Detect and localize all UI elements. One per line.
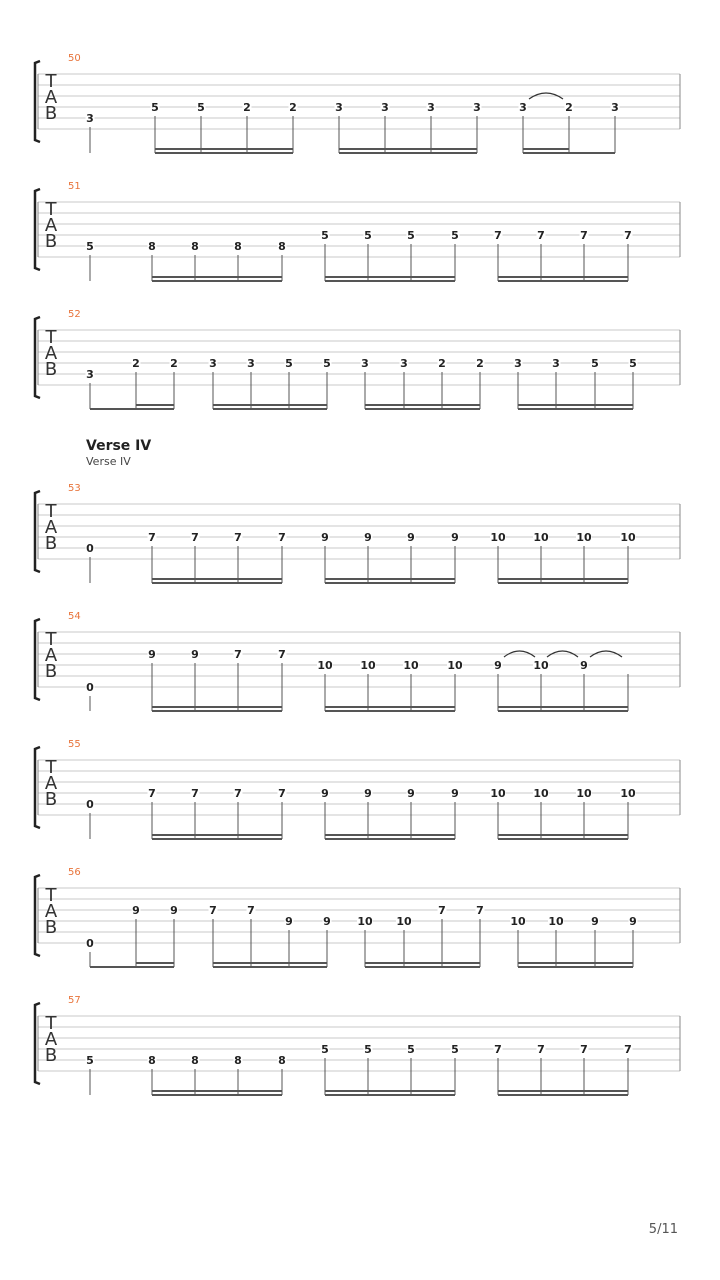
fret-number: 9 — [170, 904, 178, 917]
fret-number: 7 — [494, 1043, 502, 1056]
fret-number: 2 — [289, 101, 297, 114]
fret-number: 5 — [151, 101, 159, 114]
fret-number: 8 — [191, 240, 199, 253]
fret-number: 7 — [494, 229, 502, 242]
tab-clef-letter: B — [44, 789, 58, 810]
fret-number: 3 — [361, 357, 369, 370]
fret-number: 9 — [407, 787, 415, 800]
fret-number: 10 — [620, 787, 636, 800]
fret-number: 5 — [285, 357, 293, 370]
fret-number: 7 — [624, 1043, 632, 1056]
fret-number: 10 — [490, 531, 506, 544]
fret-number: 3 — [86, 112, 94, 125]
fret-number: 9 — [364, 787, 372, 800]
fret-number: 0 — [86, 681, 94, 694]
fret-number: 10 — [620, 531, 636, 544]
fret-number: 9 — [494, 659, 502, 672]
fret-number: 9 — [364, 531, 372, 544]
tab-clef-letter: T — [45, 885, 57, 906]
fret-number: 9 — [451, 787, 459, 800]
fret-number: 5 — [197, 101, 205, 114]
fret-number: 3 — [519, 101, 527, 114]
fret-number: 10 — [403, 659, 419, 672]
tab-clef-letter: B — [44, 1045, 58, 1066]
fret-number: 3 — [427, 101, 435, 114]
fret-number: 7 — [148, 787, 156, 800]
tab-clef-letter: B — [44, 359, 58, 380]
fret-number: 5 — [451, 229, 459, 242]
fret-number: 3 — [552, 357, 560, 370]
fret-number: 10 — [533, 659, 549, 672]
tab-clef-letter: A — [44, 517, 58, 538]
fret-number: 5 — [86, 1054, 94, 1067]
tab-clef-letter: A — [44, 215, 58, 236]
fret-number: 9 — [451, 531, 459, 544]
fret-number: 7 — [278, 531, 286, 544]
fret-number: 7 — [234, 648, 242, 661]
tab-clef-letter: B — [44, 533, 58, 554]
tab-clef-letter: A — [44, 645, 58, 666]
fret-number: 3 — [335, 101, 343, 114]
fret-number: 2 — [438, 357, 446, 370]
fret-number: 5 — [629, 357, 637, 370]
tab-clef-letter: T — [45, 71, 57, 92]
fret-number: 0 — [86, 798, 94, 811]
fret-number: 5 — [364, 1043, 372, 1056]
fret-number: 10 — [490, 787, 506, 800]
fret-number: 10 — [533, 787, 549, 800]
fret-number: 9 — [132, 904, 140, 917]
page-number: 5/11 — [648, 1222, 678, 1237]
tab-clef-letter: A — [44, 901, 58, 922]
measure-number: 53 — [68, 483, 81, 494]
tab-clef-letter: A — [44, 87, 58, 108]
fret-number: 10 — [396, 915, 412, 928]
fret-number: 2 — [565, 101, 573, 114]
fret-number: 9 — [580, 659, 588, 672]
tab-clef-letter: B — [44, 917, 58, 938]
fret-number: 9 — [591, 915, 599, 928]
fret-number: 3 — [400, 357, 408, 370]
fret-number: 2 — [170, 357, 178, 370]
fret-number: 3 — [514, 357, 522, 370]
fret-number: 7 — [537, 1043, 545, 1056]
tab-clef-letter: T — [45, 1013, 57, 1034]
fret-number: 10 — [533, 531, 549, 544]
tab-clef-letter: A — [44, 1029, 58, 1050]
fret-number: 0 — [86, 937, 94, 950]
tab-clef-letter: T — [45, 629, 57, 650]
tab-clef-letter: T — [45, 327, 57, 348]
fret-number: 8 — [191, 1054, 199, 1067]
fret-number: 9 — [323, 915, 331, 928]
fret-number: 10 — [357, 915, 373, 928]
fret-number: 5 — [407, 229, 415, 242]
fret-number: 9 — [407, 531, 415, 544]
fret-number: 7 — [580, 1043, 588, 1056]
fret-number: 9 — [148, 648, 156, 661]
fret-number: 7 — [148, 531, 156, 544]
fret-number: 5 — [323, 357, 331, 370]
fret-number: 3 — [209, 357, 217, 370]
fret-number: 7 — [580, 229, 588, 242]
tab-clef-letter: T — [45, 199, 57, 220]
fret-number: 7 — [438, 904, 446, 917]
fret-number: 2 — [243, 101, 251, 114]
fret-number: 7 — [191, 787, 199, 800]
fret-number: 5 — [591, 357, 599, 370]
measure-number: 56 — [68, 867, 81, 878]
tab-clef-letter: B — [44, 661, 58, 682]
fret-number: 3 — [381, 101, 389, 114]
fret-number: 5 — [451, 1043, 459, 1056]
fret-number: 8 — [278, 1054, 286, 1067]
fret-number: 10 — [576, 787, 592, 800]
fret-number: 8 — [148, 240, 156, 253]
measure-number: 55 — [68, 739, 81, 750]
fret-number: 7 — [234, 787, 242, 800]
fret-number: 8 — [234, 240, 242, 253]
fret-number: 7 — [278, 648, 286, 661]
fret-number: 8 — [148, 1054, 156, 1067]
fret-number: 0 — [86, 542, 94, 555]
fret-number: 9 — [191, 648, 199, 661]
fret-number: 2 — [132, 357, 140, 370]
fret-number: 10 — [548, 915, 564, 928]
fret-number: 7 — [476, 904, 484, 917]
fret-number: 10 — [576, 531, 592, 544]
fret-number: 10 — [360, 659, 376, 672]
fret-number: 7 — [624, 229, 632, 242]
fret-number: 9 — [629, 915, 637, 928]
fret-number: 10 — [447, 659, 463, 672]
fret-number: 7 — [278, 787, 286, 800]
fret-number: 9 — [285, 915, 293, 928]
fret-number: 3 — [611, 101, 619, 114]
fret-number: 7 — [209, 904, 217, 917]
section-subtitle: Verse IV — [86, 455, 131, 468]
tab-clef-letter: T — [45, 757, 57, 778]
fret-number: 3 — [473, 101, 481, 114]
fret-number: 9 — [321, 531, 329, 544]
fret-number: 7 — [537, 229, 545, 242]
fret-number: 2 — [476, 357, 484, 370]
measure-number: 54 — [68, 611, 81, 622]
section-title: Verse IV — [86, 438, 152, 454]
fret-number: 9 — [321, 787, 329, 800]
fret-number: 5 — [321, 1043, 329, 1056]
fret-number: 7 — [191, 531, 199, 544]
tab-clef-letter: B — [44, 103, 58, 124]
fret-number: 3 — [247, 357, 255, 370]
tab-clef-letter: A — [44, 773, 58, 794]
fret-number: 10 — [510, 915, 526, 928]
fret-number: 5 — [86, 240, 94, 253]
fret-number: 10 — [317, 659, 333, 672]
measure-number: 57 — [68, 995, 81, 1006]
measure-number: 50 — [68, 53, 81, 64]
tab-clef-letter: T — [45, 501, 57, 522]
measure-number: 52 — [68, 309, 81, 320]
fret-number: 8 — [234, 1054, 242, 1067]
tab-clef-letter: A — [44, 343, 58, 364]
fret-number: 5 — [364, 229, 372, 242]
fret-number: 8 — [278, 240, 286, 253]
measure-number: 51 — [68, 181, 81, 192]
fret-number: 3 — [86, 368, 94, 381]
fret-number: 7 — [234, 531, 242, 544]
fret-number: 7 — [247, 904, 255, 917]
fret-number: 5 — [321, 229, 329, 242]
fret-number: 5 — [407, 1043, 415, 1056]
tab-clef-letter: B — [44, 231, 58, 252]
